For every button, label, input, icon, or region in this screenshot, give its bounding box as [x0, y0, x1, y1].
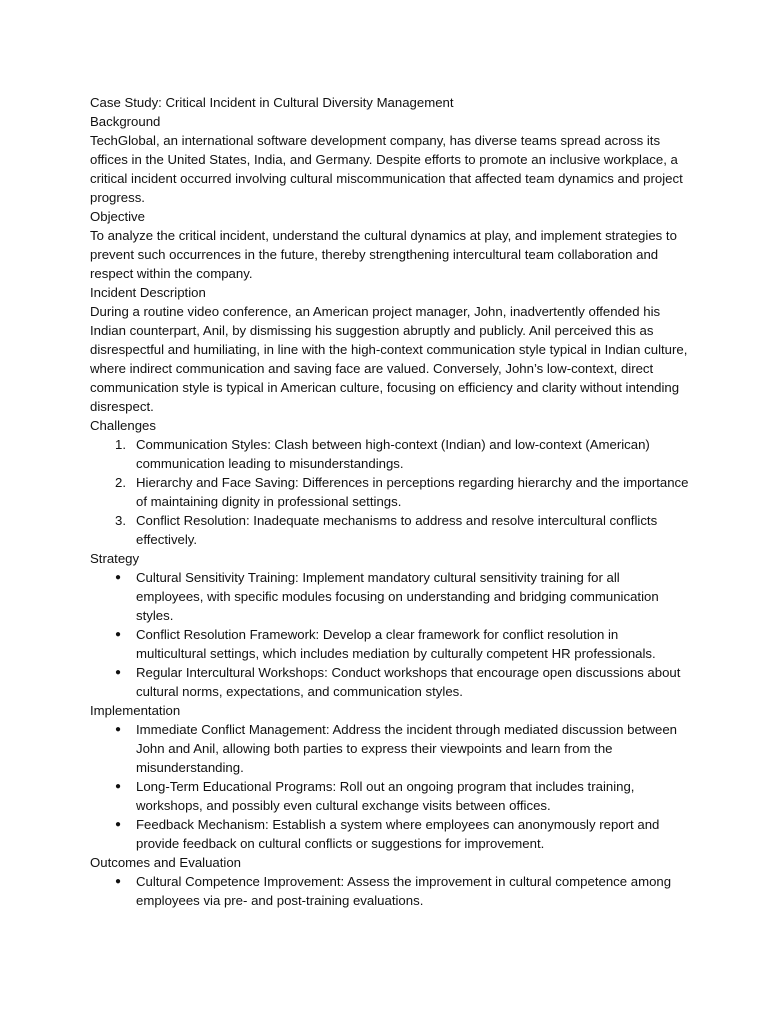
list-item-text: Conflict Resolution: Inadequate mechanisms to address and resolve intercultural conflicts effectively.: [136, 513, 658, 547]
list-item-text: Hierarchy and Face Saving: Differences in perceptions regarding hierarchy and the importance of maintaining dignity in professional settings.: [136, 475, 689, 509]
implementation-heading: Implementation: [90, 703, 181, 718]
objective-text: To analyze the critical incident, understand the cultural dynamics at play, and implement strategies to prevent such occurrences in the future, thereby strengthening intercultural team collaboration and respect within the company.: [90, 228, 677, 281]
list-item: [90, 872, 690, 910]
list-item: [90, 568, 690, 625]
list-item-text: Cultural Competence Improvement: Assess the improvement in cultural competence among employees via pre- and post-training evaluations.: [136, 874, 672, 908]
list-item: [90, 663, 690, 701]
list-item: [90, 720, 690, 777]
bullet-icon: ●: [114, 629, 121, 640]
list-item-text: Feedback Mechanism: Establish a system where employees can anonymously report and provide feedback on cultural conflicts or suggestions for improvement.: [136, 817, 660, 851]
document-title: Case Study: Critical Incident in Cultural Diversity Management: [90, 95, 454, 110]
list-item-text: Cultural Sensitivity Training: Implement mandatory cultural sensitivity training for all employees, with specific modules focusing on understanding and bridging communication styles.: [136, 570, 659, 623]
strategy-list: [90, 568, 690, 701]
outcomes-list: [90, 872, 690, 910]
list-number: 2.: [115, 475, 126, 490]
list-item: [90, 435, 690, 473]
document-page: [90, 93, 690, 910]
list-item: [90, 625, 690, 663]
strategy-heading: Strategy: [90, 551, 140, 566]
challenges-list: [90, 435, 690, 549]
list-item-text: Immediate Conflict Management: Address the incident through mediated discussion between John and Anil, allowing both parties to express their viewpoints and learn from the misunderstanding.: [136, 722, 677, 775]
list-item-text: Conflict Resolution Framework: Develop a clear framework for conflict resolution in multicultural settings, which includes mediation by culturally competent HR professionals.: [136, 627, 656, 661]
list-item-text: Communication Styles: Clash between high-context (Indian) and low-context (American) communication leading to misunderstandings.: [136, 437, 650, 471]
list-number: 3.: [115, 513, 126, 528]
outcomes-heading: Outcomes and Evaluation: [90, 855, 242, 870]
list-item: [90, 815, 690, 853]
list-item: [90, 473, 690, 511]
list-item: [90, 511, 690, 549]
bullet-icon: ●: [114, 724, 121, 735]
challenges-heading: Challenges: [90, 418, 156, 433]
bullet-icon: ●: [114, 667, 121, 678]
list-item-text: Regular Intercultural Workshops: Conduct workshops that encourage open discussions about cultural norms, expectations, and communication styles.: [136, 665, 681, 699]
bullet-icon: ●: [114, 572, 121, 583]
list-item: [90, 777, 690, 815]
bullet-icon: ●: [114, 819, 121, 830]
implementation-list: [90, 720, 690, 853]
background-heading: Background: [90, 114, 161, 129]
list-item-text: Long-Term Educational Programs: Roll out an ongoing program that includes training, workshops, and possibly even cultural exchange visits between offices.: [136, 779, 635, 813]
bullet-icon: ●: [114, 781, 121, 792]
incident-heading: Incident Description: [90, 285, 206, 300]
objective-heading: Objective: [90, 209, 145, 224]
bullet-icon: ●: [114, 876, 121, 887]
background-text: TechGlobal, an international software development company, has diverse teams spread across its offices in the United States, India, and Germany. Despite efforts to promote an inclusive workplace, a critical incident occurred involving cultural miscommunication that affected team dynamics and project progress.: [90, 133, 683, 205]
list-number: 1.: [115, 437, 126, 452]
incident-text: During a routine video conference, an American project manager, John, inadvertently offended his Indian counterpart, Anil, by dismissing his suggestion abruptly and publicly. Anil perceived this as disrespectful and humiliating, in line with the high-context communication style typical in Indian culture, where indirect communication and saving face are valued. Conversely, John’s low-context, direct communication style is typical in American culture, focusing on efficiency and clarity without intending disrespect.: [90, 304, 688, 414]
